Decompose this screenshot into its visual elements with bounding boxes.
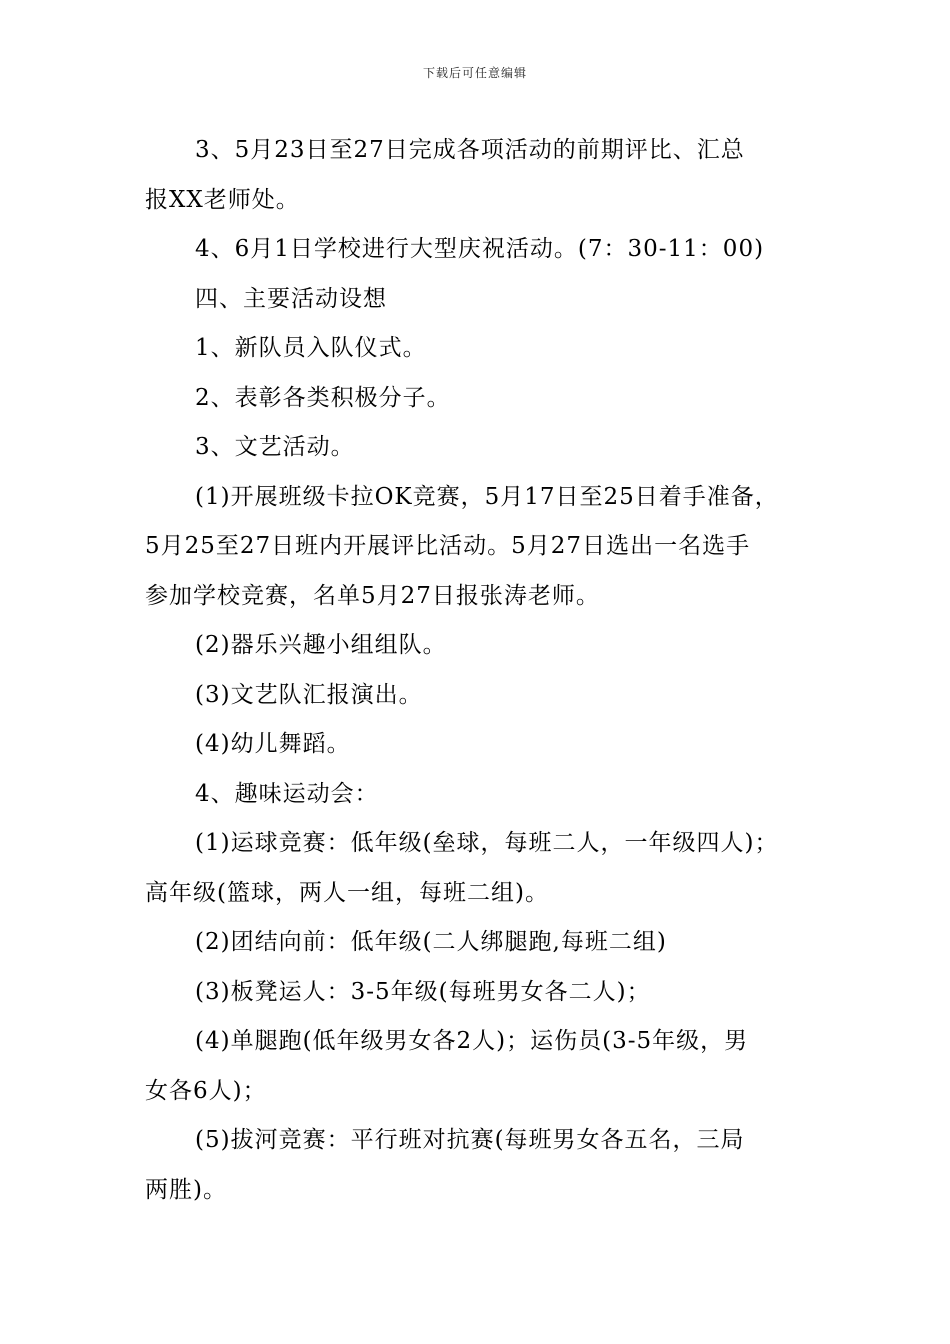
text-line: 3、文艺活动。 <box>195 434 355 460</box>
text-line: 报XX老师处。 <box>145 186 300 213</box>
text-line: (4)幼儿舞蹈。 <box>195 731 351 757</box>
text-line: 2、表彰各类积极分子。 <box>195 384 451 411</box>
text-line: (3)文艺队汇报演出。 <box>195 681 423 708</box>
text-line: (3)板凳运人：3-5年级(每班男女各二人)； <box>195 978 651 1005</box>
document-body <box>145 126 810 1215</box>
text-line: 5月25至27日班内开展评比活动。5月27日选出一名选手 <box>145 533 751 559</box>
text-line: (2)器乐兴趣小组组队。 <box>195 632 447 658</box>
text-line: (1)开展班级卡拉OK竞赛，5月17日至25日着手准备， <box>195 483 779 510</box>
text-line: 两胜)。 <box>145 1176 227 1203</box>
text-line: (2)团结向前：低年级(二人绑腿跑,每班二组) <box>195 929 667 955</box>
text-line: 高年级(篮球，两人一组，每班二组)。 <box>145 879 549 906</box>
text-line: 3、5月23日至27日完成各项活动的前期评比、汇总 <box>195 137 745 163</box>
text-line: 4、趣味运动会： <box>195 780 379 807</box>
text-line: 女各6人)； <box>145 1077 267 1104</box>
text-line: 4、6月1日学校进行大型庆祝活动。(7：30-11：00) <box>195 236 765 262</box>
text-line: (5)拔河竞赛：平行班对抗赛(每班男女各五名，三局 <box>195 1127 745 1153</box>
text-line: (1)运球竞赛：低年级(垒球，每班二人，一年级四人)； <box>195 830 779 856</box>
text-line: 1、新队员入队仪式。 <box>195 335 427 361</box>
page-header-note: 下载后可任意编辑 <box>422 66 527 80</box>
section-heading: 四、主要活动设想 <box>195 285 387 312</box>
text-line: (4)单腿跑(低年级男女各2人)；运伤员(3-5年级，男 <box>195 1028 749 1054</box>
text-line: 参加学校竞赛，名单5月27日报张涛老师。 <box>145 582 600 609</box>
